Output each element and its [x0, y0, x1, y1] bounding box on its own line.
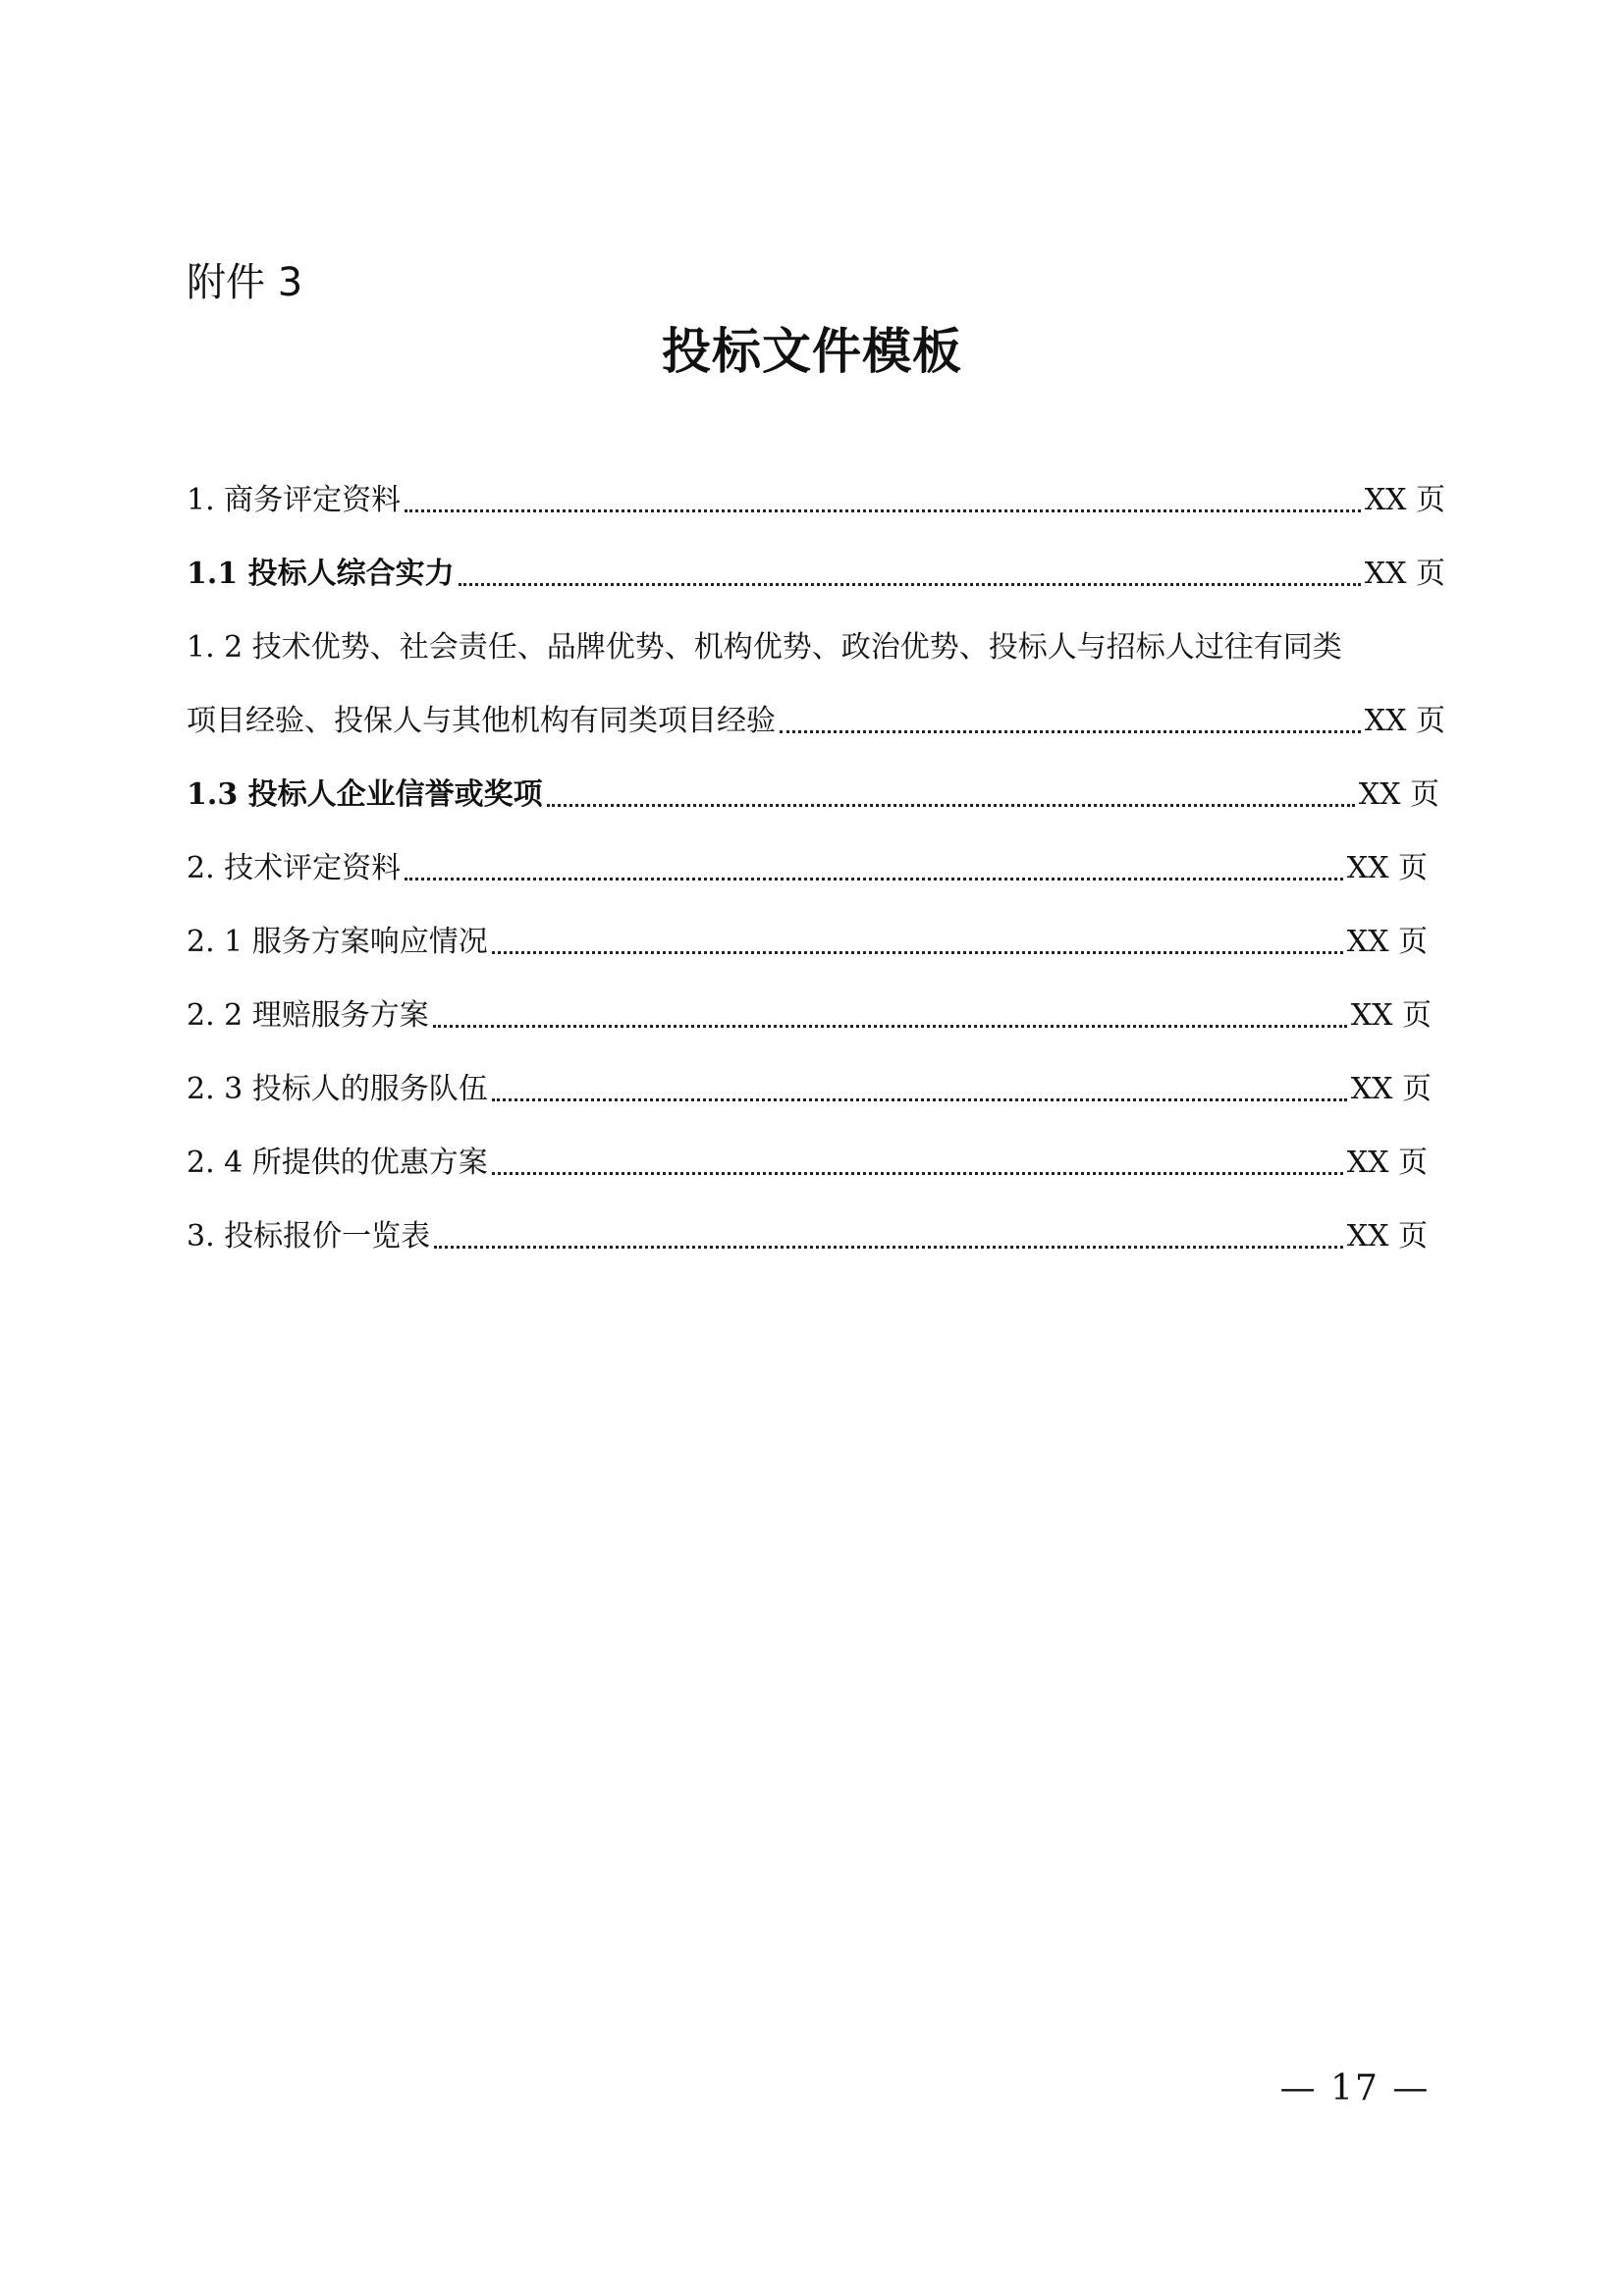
toc-dot-leader: [492, 1172, 1343, 1175]
document-title: 投标文件模板: [662, 323, 962, 380]
toc-page-ref: XX 页: [1350, 998, 1432, 1033]
toc-dot-leader: [434, 1246, 1343, 1249]
toc-entry-claims-plan[interactable]: [187, 991, 1432, 1041]
toc-page-ref: XX 页: [1358, 777, 1439, 812]
toc-entry-discount-plan[interactable]: [187, 1139, 1428, 1188]
toc-entry-advantages[interactable]: [187, 697, 1445, 746]
toc-entry-label: 2. 3 投标人的服务队伍: [187, 1072, 488, 1106]
toc-entry-label: 1.1 投标人综合实力: [187, 557, 455, 591]
toc-entry-advantages-line1: [187, 623, 1453, 672]
toc-entry-service-team[interactable]: [187, 1065, 1432, 1114]
toc-page-ref: XX 页: [1346, 1146, 1428, 1180]
toc-entry-reputation[interactable]: [187, 771, 1439, 820]
toc-entry-strength[interactable]: [187, 550, 1445, 599]
toc-page-ref: XX 页: [1346, 851, 1428, 885]
toc-entry-technical[interactable]: [187, 844, 1428, 893]
toc-entry-label: 项目经验、投保人与其他机构有同类项目经验: [187, 704, 776, 738]
toc-entry-price-list[interactable]: [187, 1212, 1428, 1261]
toc-entry-label: 1. 商务评定资料: [187, 483, 402, 517]
toc-dot-leader: [547, 804, 1355, 807]
toc-dot-leader: [492, 951, 1343, 954]
toc-dot-leader: [405, 509, 1361, 512]
toc-entry-label: 1. 2 技术优势、社会责任、品牌优势、机构优势、政治优势、投标人与招标人过往有同类: [187, 630, 1342, 665]
toc-entry-label: 1.3 投标人企业信誉或奖项: [187, 777, 543, 812]
toc-entry-label: 3. 投标报价一览表: [187, 1219, 431, 1254]
toc-page-ref: XX 页: [1346, 1219, 1428, 1254]
toc-dot-leader: [433, 1025, 1347, 1028]
toc-entry-service-plan[interactable]: [187, 918, 1428, 967]
toc-page-ref: XX 页: [1350, 1072, 1432, 1106]
attachment-label: 附件 3: [187, 260, 303, 305]
toc-entry-label: 2. 1 服务方案响应情况: [187, 925, 488, 959]
toc-dot-leader: [405, 878, 1343, 881]
toc-entry-label: 2. 2 理赔服务方案: [187, 998, 429, 1033]
toc-dot-leader: [492, 1098, 1347, 1101]
toc-page-ref: XX 页: [1364, 557, 1445, 591]
toc-dot-leader: [780, 730, 1361, 733]
toc-entry-label: 2. 技术评定资料: [187, 851, 402, 885]
page-number: — 17 —: [1279, 2068, 1431, 2109]
toc-entry-business[interactable]: [187, 476, 1445, 525]
toc-dot-leader: [459, 583, 1361, 586]
toc-entry-label: 2. 4 所提供的优惠方案: [187, 1146, 488, 1180]
toc-page-ref: XX 页: [1346, 925, 1428, 959]
toc-page-ref: XX 页: [1364, 704, 1445, 738]
toc-page-ref: XX 页: [1364, 483, 1445, 517]
